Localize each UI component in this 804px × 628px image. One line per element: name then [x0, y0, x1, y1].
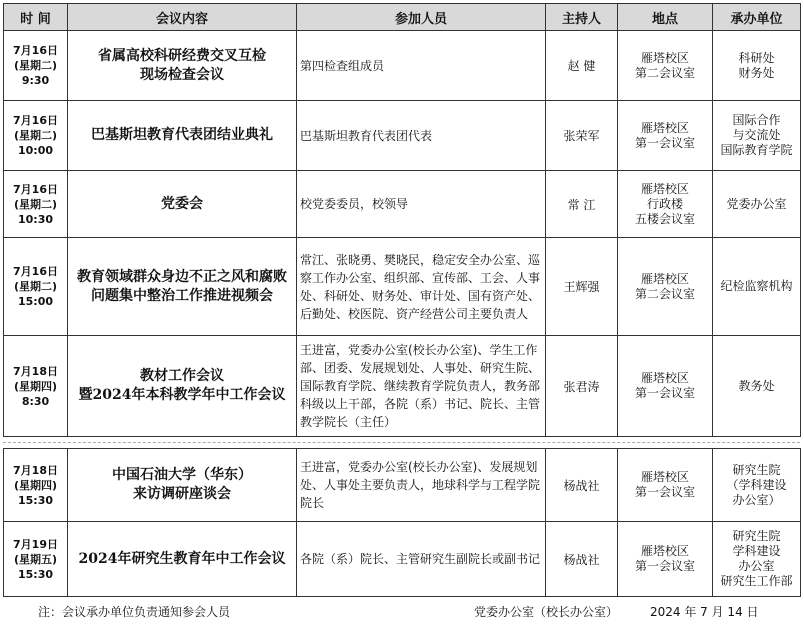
meeting-weekday: (星期二) [13, 197, 58, 211]
meeting-location-line: 雁塔校区 [640, 271, 689, 286]
meeting-location-line: 第一会议室 [634, 386, 695, 400]
meeting-location-line: 雁塔校区 [640, 371, 689, 385]
meeting-topic [68, 336, 297, 437]
meeting-clock: 15:30 [17, 567, 53, 581]
meeting-topic-line: 来访调研座谈会 [133, 486, 231, 502]
meeting-location-line: 第一会议室 [634, 485, 695, 499]
schedule-table-continued [3, 448, 801, 597]
meeting-location [618, 101, 713, 171]
header-time: 时 间 [4, 4, 68, 31]
meeting-organizer-line: 科研处 [738, 50, 775, 65]
meeting-attendees: 校党委委员，校领导 [297, 171, 546, 238]
meeting-date: 7月16日 [13, 44, 58, 57]
footer-date: 2024 年 7 月 14 日 [650, 605, 759, 619]
meeting-organizer-line: 研究生工作部 [720, 574, 793, 588]
meeting-attendees: 王进富，党委办公室(校长办公室)、学生工作部、团委、发展规划处、人事处、研究生院、国际教育学院、继续教育学院负责人，教务部科级以上干部，各院（系）书记、院长、主管教学院长（主任） [297, 336, 546, 437]
meeting-organizer-line: 教务处 [738, 378, 775, 393]
meeting-host: 王辉强 [546, 238, 618, 336]
meeting-topic [68, 31, 297, 101]
meeting-topic-line: 党委会 [161, 195, 203, 212]
meeting-organizer-line: 学科建设 [732, 544, 781, 558]
meeting-weekday: (星期四) [13, 379, 58, 393]
page-break [3, 438, 800, 448]
meeting-weekday: (星期五) [13, 552, 58, 566]
meeting-row [4, 31, 801, 101]
meeting-date: 7月16日 [13, 182, 58, 196]
meeting-attendees: 常江、张晓勇、樊晓民，稳定安全办公室、巡察工作办公室、组织部、宣传部、工会、人事处、科研处、财务处、审计处、国有资产处、后勤处、校医院、资产经营公司主要负责人 [297, 238, 546, 336]
meeting-topic-line: 教育领域群众身边不正之风和腐败 [77, 268, 287, 285]
meeting-topic-line: 巴基斯坦教育代表团结业典礼 [91, 127, 273, 143]
meeting-host: 常 江 [546, 171, 618, 238]
meeting-location [618, 171, 713, 238]
meeting-row [4, 101, 801, 171]
meeting-weekday: (星期二) [13, 280, 58, 293]
meeting-topic-line: 2024年研究生教育年中工作会议 [78, 550, 286, 567]
meeting-organizer [713, 171, 801, 238]
meeting-topic-line: 中国石油大学（华东） [112, 467, 252, 483]
meeting-organizer [713, 31, 801, 101]
meeting-clock: 10:00 [17, 144, 53, 157]
meeting-organizer-line: （学科建设 [726, 477, 787, 492]
meeting-time [4, 171, 68, 238]
meeting-date: 7月18日 [13, 463, 58, 477]
meeting-organizer-line: 纪检监察机构 [720, 279, 793, 293]
meeting-weekday: (星期二) [13, 59, 58, 72]
meeting-organizer-line: 办公室） [732, 492, 781, 507]
meeting-time [4, 522, 68, 597]
meeting-row [4, 522, 801, 597]
meeting-location-line: 第二会议室 [634, 286, 695, 301]
header-organizer: 承办单位 [713, 4, 801, 31]
meeting-topic [68, 101, 297, 171]
meeting-row [4, 449, 801, 522]
meeting-topic [68, 522, 297, 597]
meeting-topic-line: 问题集中整治工作推进视频会 [91, 287, 273, 304]
meeting-time [4, 238, 68, 336]
meeting-organizer-line: 研究生院 [732, 529, 781, 543]
meeting-location-line: 雁塔校区 [640, 181, 689, 196]
meeting-organizer [713, 101, 801, 171]
meeting-topic-line: 暨2024年本科教学年中工作会议 [78, 387, 286, 403]
meeting-location-line: 第一会议室 [634, 559, 695, 573]
meeting-row [4, 171, 801, 238]
meeting-time [4, 336, 68, 437]
meeting-time [4, 449, 68, 522]
meeting-location-line: 第二会议室 [634, 65, 695, 80]
meeting-organizer [713, 449, 801, 522]
meeting-host: 赵 健 [546, 31, 618, 101]
meeting-organizer-line: 办公室 [738, 559, 775, 573]
meeting-location-line: 五楼会议室 [634, 211, 695, 226]
meeting-location-line: 第一会议室 [634, 135, 695, 150]
meeting-topic-line: 省属高校科研经费交叉互检 [98, 47, 266, 64]
meeting-organizer-line: 财务处 [738, 65, 775, 80]
meeting-date: 7月19日 [13, 537, 58, 551]
meeting-topic [68, 238, 297, 336]
meeting-location [618, 336, 713, 437]
header-attendees: 参加人员 [297, 4, 546, 31]
header-row [4, 4, 801, 31]
meeting-host: 张君涛 [546, 336, 618, 437]
meeting-date: 7月18日 [13, 364, 58, 378]
meeting-location-line: 雁塔校区 [640, 120, 689, 135]
meeting-row [4, 336, 801, 437]
meeting-topic [68, 171, 297, 238]
meeting-organizer-line: 国际教育学院 [720, 143, 793, 157]
meeting-topic-line: 教材工作会议 [140, 368, 224, 384]
header-location: 地点 [618, 4, 713, 31]
meeting-location [618, 449, 713, 522]
meeting-row [4, 238, 801, 336]
meeting-location-line: 雁塔校区 [640, 470, 689, 484]
meeting-clock: 10:30 [17, 212, 53, 226]
header-topic: 会议内容 [68, 4, 297, 31]
meeting-location [618, 31, 713, 101]
meeting-attendees: 王进富，党委办公室(校长办公室)、发展规划处、人事处主要负责人，地球科学与工程学院院长 [297, 449, 546, 522]
meeting-clock: 8:30 [21, 394, 50, 408]
meeting-host: 杨战社 [546, 449, 618, 522]
meeting-clock: 15:00 [17, 295, 53, 308]
schedule-table [3, 3, 801, 437]
meeting-time [4, 31, 68, 101]
meeting-host: 张荣军 [546, 101, 618, 171]
meeting-location [618, 238, 713, 336]
meeting-weekday: (星期四) [13, 478, 58, 492]
meeting-location-line: 雁塔校区 [640, 50, 689, 65]
meeting-organizer [713, 336, 801, 437]
header-host: 主持人 [546, 4, 618, 31]
meeting-organizer [713, 238, 801, 336]
meeting-attendees: 第四检查组成员 [297, 31, 546, 101]
meeting-location-line: 雁塔校区 [640, 544, 689, 558]
meeting-organizer [713, 522, 801, 597]
footer-note: 注：会议承办单位负责通知参会人员 [38, 605, 231, 619]
meeting-topic-line: 现场检查会议 [140, 66, 224, 83]
meeting-topic [68, 449, 297, 522]
meeting-attendees: 各院（系）院长、主管研究生副院长或副书记 [297, 522, 546, 597]
meeting-date: 7月16日 [13, 265, 58, 278]
meeting-location [618, 522, 713, 597]
meeting-organizer-line: 研究生院 [732, 462, 781, 477]
meeting-organizer-line: 与交流处 [732, 128, 781, 142]
meeting-organizer-line: 国际合作 [732, 113, 781, 127]
meeting-organizer-line: 党委办公室 [726, 196, 787, 211]
meeting-clock: 9:30 [21, 74, 50, 87]
meeting-clock: 15:30 [17, 493, 53, 507]
meeting-time [4, 101, 68, 171]
meeting-location-line: 行政楼 [646, 196, 683, 211]
footer-office: 党委办公室（校长办公室） [474, 605, 619, 619]
meeting-host: 杨战社 [546, 522, 618, 597]
meeting-date: 7月16日 [13, 114, 58, 127]
meeting-attendees: 巴基斯坦教育代表团代表 [297, 101, 546, 171]
meeting-weekday: (星期二) [13, 129, 58, 142]
